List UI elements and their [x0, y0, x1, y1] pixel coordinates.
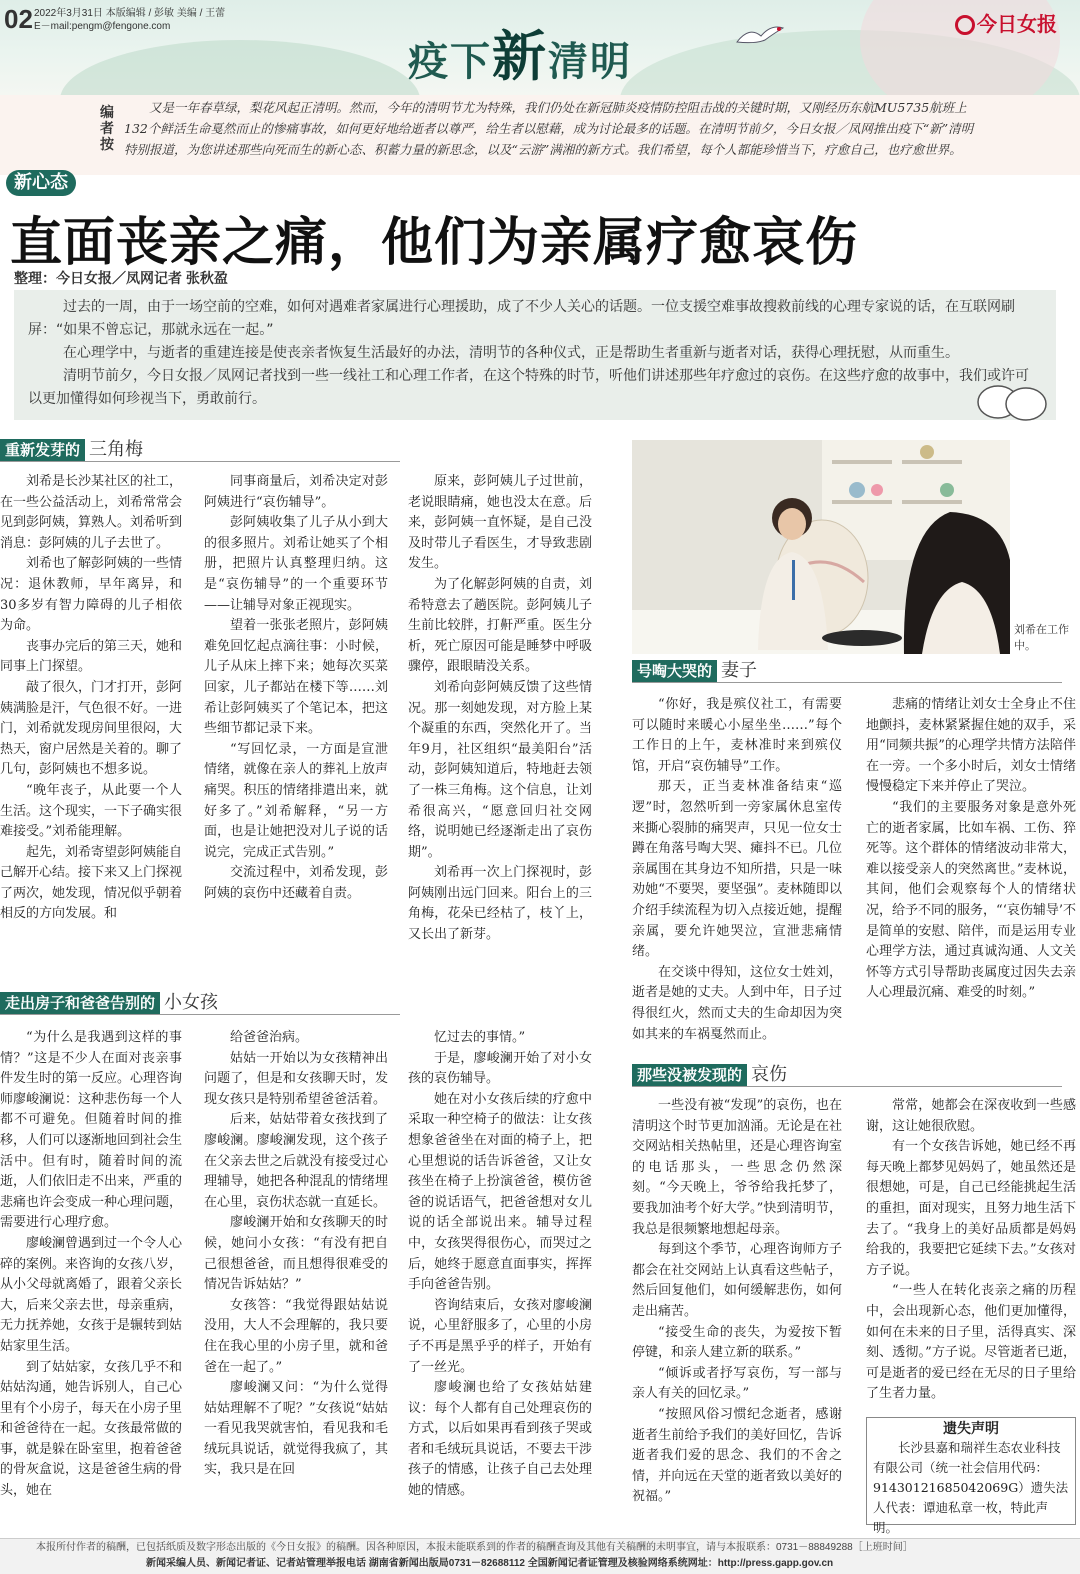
footer-report-line: 新闻采编人员、新闻记者证、记者站管理举报电话 湖南省新闻出版局0731－82688112 全国新闻记者证管理及核验网络系统网址：http://press.gapp.gov.cn — [146, 1558, 834, 1569]
seal-icon — [955, 15, 975, 35]
divider — [632, 1086, 1062, 1087]
paragraph: “为什么是我遇到这样的事情？”这是不少人在面对丧亲事件发生时的第一反应。心理咨询师廖峻澜说：这种悲伤每一个人都不可避免。但随着时间的推移，人们可以逐渐地回到社会生活中。但有时，随着时间的流逝，人们依旧走不出来，严重的悲痛也许会变成一种心理问题，需要进行心理疗愈。 — [0, 1030, 182, 1231]
byline: 整理：今日女报／凤网记者 张秋盈 — [14, 270, 228, 286]
topic-tag: 新心态 — [6, 170, 76, 196]
story-tag: 号啕大哭的 — [632, 660, 717, 682]
paragraph: “接受生命的丧失，为爱按下暂停键，和亲人建立新的联系。” — [632, 1324, 842, 1361]
story3-column-2 — [204, 1028, 388, 1526]
paragraph: 每到这个季节，心理咨询师方子都会在社交网站上认真看这些帖子，然后回复他们，如何缓解悲伤，如何走出痛苦。 — [632, 1242, 842, 1319]
page-banner — [0, 0, 1080, 95]
story-subhead — [632, 660, 1072, 682]
lead-paragraph: 清明节前夕，今日女报／凤网记者找到一些一线社工和心理工作者，在这个特殊的时节，听他们讲述那些年疗愈过的哀伤。在这些疗愈的故事中，我们或许可以更加懂得如何珍视当下，勇敢前行。 — [28, 368, 1029, 407]
divider — [0, 1014, 400, 1015]
page-info — [34, 7, 225, 33]
notice-title: 遗失声明 — [943, 1421, 999, 1437]
lead-box — [14, 290, 1056, 420]
paragraph: “你好，我是殡仪社工，有需要可以随时来暖心小屋坐坐……”每个工作日的上午，麦林准时来到殡仪馆，开启“哀伤辅导”工作。 — [632, 697, 842, 774]
story-role: 哀伤 — [751, 1064, 788, 1085]
email-line: E－mail:pengm@fengone.com — [34, 21, 171, 32]
paragraph: 廖峻澜开始和女孩聊天的时候，她问小女孩：“有没有把自己很想爸爸，而且想得很难受的情况告诉姑姑？” — [204, 1215, 388, 1293]
editor-note-label: 编者按 — [100, 105, 114, 153]
paragraph: 刘希向彭阿姨反馈了这些情况。那一刻她发现，对方脸上某个凝重的东西，突然化开了。当年9月，社区组织“最美阳台”活动，彭阿姨知道后，特地赶去领了一株三角梅。这个信息，让刘希很高兴，“愿意回归社交网络，说明她已经逐渐走出了哀伤期”。 — [408, 679, 592, 860]
speech-bubbles-icon — [972, 384, 1052, 424]
section-title — [408, 14, 632, 91]
paragraph: 交流过程中，刘希发现，彭阿姨的哀伤中还藏着自责。 — [204, 865, 388, 901]
paragraph: “晚年丧子，从此要一个人生活。这个现实，一下子确实很难接受。”刘希能理解。 — [0, 782, 182, 840]
lost-notice-box — [866, 1417, 1076, 1535]
section-title-post: 清明 — [548, 38, 632, 85]
lead-paragraph: 过去的一周，由于一场空前的空难，如何对遇难者家属进行心理援助，成了不少人关心的话题。一位支援空难事故搜救前线的心理专家说的话，在互联网刷屏：“如果不曾忘记，那就永远在一起。” — [28, 299, 1015, 338]
banner-hill-decoration — [60, 40, 420, 95]
story-subhead — [632, 1064, 1072, 1086]
story-tag: 那些没被发现的 — [632, 1064, 747, 1086]
paragraph: 姑姑一开始以为女孩精神出问题了，但是和女孩聊天时，发现女孩只是特别希望爸爸活着。 — [204, 1050, 388, 1107]
paragraph: “倾诉或者抒写哀伤，写一部与亲人有关的回忆录。” — [632, 1365, 842, 1402]
paragraph: 丧事办完后的第三天，她和同事上门探望。 — [0, 638, 182, 675]
paragraph: 同事商量后，刘希决定对彭阿姨进行“哀伤辅导”。 — [204, 474, 388, 510]
divider — [632, 682, 1062, 683]
paragraph: 廖峻澜也给了女孩姑姑建议：每个人都有自己处理哀伤的方式，以后如果再看到孩子哭或者和毛绒玩具说话，不要去干涉孩子的情感，让孩子自己去处理她的情感。 — [408, 1380, 592, 1499]
paragraph: 有一个女孩告诉她，她已经不再每天晚上都梦见妈妈了，她虽然还是很想她，可是，自己已经能挑起生活的重担，面对现实，且努力地生活下去了。“我身上的美好品质都是妈妈给我的，我要把它延续下去。”女孩对方子说。 — [866, 1139, 1076, 1278]
section-title-pre: 疫下 — [408, 38, 492, 85]
paragraph: 刘希是长沙某社区的社工，在一些公益活动上，刘希常常会见到彭阿姨，算熟人。刘希听到消息：彭阿姨的儿子去世了。 — [0, 474, 182, 551]
paragraph: 咨询结束后，女孩对廖峻澜说，心里舒服多了，心里的小房子不再是黑乎乎的样子，开始有了一丝光。 — [408, 1297, 592, 1375]
paragraph: 在交谈中得知，这位女士姓刘，逝者是她的丈夫。人到中年，日子过得很红火，然而丈夫的生命却因为突如其来的车祸戛然而止。 — [632, 964, 842, 1042]
notice-body: 长沙县嘉和瑞祥生态农业科技有限公司（统一社会信用代码：91430121685042069G）遗失法人代表：谭迪私章一枚，特此声明。 — [873, 1440, 1069, 1535]
section-title-big: 新 — [492, 24, 548, 88]
paragraph: 于是，廖峻澜开始了对小女孩的哀伤辅导。 — [408, 1050, 592, 1087]
story-subhead — [0, 992, 620, 1014]
page-number: 02 — [4, 4, 33, 34]
masthead-text: 今日女报 — [977, 12, 1057, 36]
story-role: 三角梅 — [89, 439, 144, 460]
paragraph: 为了化解彭阿姨的自责，刘希特意去了趟医院。彭阿姨儿子生前比较胖，打鼾严重。医生分析，死亡原因可能是睡梦中呼吸骤停，跟眼睛没关系。 — [408, 576, 592, 675]
story4-column-1 — [632, 1096, 842, 1528]
divider — [0, 461, 400, 462]
counseling-photo — [632, 440, 1010, 654]
story2-column-2 — [866, 695, 1076, 1050]
paragraph: 刘希再一次上门探视时，彭阿姨刚出远门回来。阳台上的三角梅，花朵已经枯了，枝丫上，又长出了新芽。 — [408, 865, 592, 943]
story-subhead — [0, 439, 600, 461]
lead-paragraph: 在心理学中，与逝者的重建连接是使丧亲者恢复生活最好的办法，清明节的各种仪式，正是帮助生者重新与逝者对话，获得心理抚慰，从而重生。 — [63, 345, 959, 361]
paragraph: 那天，正当麦林准备结束“巡逻”时，忽然听到一旁家属休息室传来撕心裂肺的痛哭声，只见一位女士蹲在角落号啕大哭、瘫抖不已。几位亲属围在其身边不知所措，只是一味劝她“不要哭，要坚强”。麦林随即以介绍手续流程为切入点接近她，提醒亲属，要允许她哭泣，宣泄悲痛情绪。 — [632, 779, 842, 960]
paragraph: 她在对小女孩后续的疗愈中采取一种空椅子的做法：让女孩想象爸爸坐在对面的椅子上，把心里想说的话告诉爸爸，又让女孩坐在椅子上扮演爸爸，模仿爸爸的说话语气，把爸爸想对女儿说的话全部说出来。辅导过程中，女孩哭得很伤心，而哭过之后，她终于愿意直面事实，挥挥手向爸爸告别。 — [408, 1091, 592, 1293]
story1-column-1 — [0, 472, 182, 970]
story-tag: 重新发芽的 — [0, 439, 85, 461]
paragraph: 望着一张张老照片，彭阿姨难免回忆起点滴往事：小时候，儿子从床上摔下来；她每次买菜回家，儿子都站在楼下等……刘希让彭阿姨买了个笔记本，把这些细节都记录下来。 — [204, 618, 388, 737]
editor-note-text: 又是一年春草绿，梨花风起正清明。然而，今年的清明节尤为特殊，我们仍处在新冠肺炎疫情防控阻击战的关键时期，又刚经历东航MU5735航班上132个鲜活生命戛然而止的惨痛事故，如何更好地给逝者以尊严，给生者以慰藉，成为讨论最多的话题。在清明节前夕，今日女报／凤网推出疫下“新”清明特别报道，为您讲述那些向死而生的新心态、积蓄力量的新思念，以及“云游”满湘的新方式。我们希望，每个人都能珍惜当下，疗愈自己，也疗愈世界。 — [124, 100, 974, 157]
paragraph: 给爸爸治病。 — [230, 1030, 309, 1045]
paragraph: 彭阿姨收集了儿子从小到大的很多照片。刘希让她买了个相册，把照片认真整理归纳。这是“哀伤辅导”的一个重要环节——让辅导对象正视现实。 — [204, 515, 388, 613]
paragraph: 忆过去的事情。” — [434, 1030, 526, 1045]
date-line: 2022年3月31日 本版编辑 / 彭敏 美编 / 王蕾 — [34, 8, 226, 19]
paragraph: 原来，彭阿姨儿子过世前，老说眼睛痛，她也没太在意。后来，彭阿姨一直怀疑，是自己没及时带儿子看医生，才导致悲剧发生。 — [408, 474, 592, 572]
paragraph: “按照风俗习惯纪念逝者，感谢逝者生前给予我们的美好回忆，告诉逝者我们爱的思念、我们的不舍之情，并向远在天堂的逝者致以美好的祝福。” — [632, 1406, 842, 1505]
paragraph: “一些人在转化丧亲之痛的历程中，会出现新心态，他们更加懂得，如何在未来的日子里，活得真实、深刻、透彻。”方子说。尽管逝者已逝，可是逝者的爱已经在无尽的日子里给了生者力量。 — [866, 1283, 1076, 1402]
story-role: 妻子 — [721, 660, 758, 681]
paragraph: 刘希也了解彭阿姨的一些情况：退休教师，早年离异，和30多岁有智力障碍的儿子相依为命。 — [0, 556, 182, 634]
paragraph: 起先，刘希寄望彭阿姨能自己解开心结。接下来又上门探视了两次，她发现，情况似乎朝着相反的方向发展。和 — [0, 844, 182, 922]
paragraph: 女孩答：“我觉得跟姑姑说没用，大人不会理解的，我只要住在我心里的小房子里，就和爸爸在一起了。” — [204, 1297, 388, 1375]
story1-column-2 — [204, 472, 388, 970]
paragraph: 后来，姑姑带着女孩找到了廖峻澜。廖峻澜发现，这个孩子在父亲去世之后就没有接受过心理辅导，她把各种混乱的情绪埋在心里，哀伤状态就一直延长。 — [204, 1112, 388, 1210]
story3-column-1 — [0, 1028, 182, 1526]
story2-column-1 — [632, 695, 842, 1050]
story-tag: 走出房子和爸爸告别的 — [0, 992, 160, 1014]
paragraph: “写回忆录，一方面是宣泄情绪，就像在亲人的葬礼上放声痛哭。积压的情绪排遣出来，就好多了。”刘希解释，“另一方面，也是让她把没对儿子说的话说完，完成正式告别。” — [204, 741, 388, 860]
paragraph: 悲痛的情绪让刘女士全身止不住地颤抖，麦林紧紧握住她的双手，采用“同频共振”的心理学共情方法陪伴在一旁。一个多小时后，刘女士情绪慢慢稳定下来并停止了哭泣。 — [866, 697, 1076, 795]
paragraph: 一些没有被“发现”的哀伤，也在清明这个时节更加汹涌。无论是在社交网站相关热帖里，还是心理咨询室的电话那头，一些思念仍然深刻。“今天晚上，爷爷给我托梦了，要我加油考个好大学。”快到清明节，我总是很频繁地想起母亲。 — [632, 1098, 842, 1237]
paragraph: 廖峻澜曾遇到过一个令人心碎的案例。来咨询的女孩八岁，从小父母就离婚了，跟着父亲长大，后来父亲去世，母亲重病，无力抚养她，女孩于是辗转到姑姑家里生活。 — [0, 1235, 182, 1354]
story3-column-3 — [408, 1028, 592, 1526]
page-footer — [0, 1538, 1080, 1574]
headline: 直面丧亲之痛，他们为亲属疗愈哀伤 — [10, 212, 859, 273]
masthead-logo — [955, 8, 1057, 37]
paragraph: “我们的主要服务对象是意外死亡的逝者家属，比如车祸、工伤、猝死等。这个群体的情绪波动非常大，难以接受亲人的突然离世。”麦林说，其间，他们会观察每个人的情绪状况，给予不同的服务，“‘哀伤辅导’不是简单的安慰、陪伴，而是运用专业心理学方法，通过真诚沟通、人文关怀等方式引导帮助丧属度过因失去亲人心理最沉痛、难受的时刻。” — [866, 799, 1076, 1001]
story4-column-2 — [866, 1096, 1076, 1412]
crane-icon — [735, 22, 785, 48]
story-role: 小女孩 — [164, 992, 219, 1013]
paragraph: 敲了很久，门才打开，彭阿姨满脸是汗，气色很不好。一进门，刘希就发现房间里很闷，大热天，窗户居然是关着的。聊了几句，彭阿姨也不想多说。 — [0, 679, 182, 778]
story1-column-3 — [408, 472, 592, 970]
paragraph: 常常，她都会在深夜收到一些感谢，这让她很欣慰。 — [866, 1098, 1076, 1134]
footer-copyright-note: 本报所付作者的稿酬，已包括纸质及数字形态出版的《今日女报》的稿酬。因各种原因，本报未能联系到的作者的稿酬查询及其他有关稿酬的未明事宜，请与本报联系：0731－88849288［上班时间］ — [36, 1542, 913, 1553]
photo-caption: 刘希在工作中。 — [1014, 623, 1069, 652]
photo-illustration — [632, 440, 1010, 654]
paragraph: 廖峻澜又问：“为什么觉得姑姑理解不了呢？”女孩说“姑姑一看见我哭就害怕，看见我和毛绒玩具说话，就觉得我疯了，其实，我只是在回 — [204, 1380, 388, 1478]
paragraph: 到了姑姑家，女孩几乎不和姑姑沟通，她告诉别人，自己心里有个小房子，每天在小房子里和爸爸待在一起。女孩最常做的事，就是躲在卧室里，抱着爸爸的骨灰盒说，这是爸爸生病的骨头，她在 — [0, 1359, 182, 1499]
